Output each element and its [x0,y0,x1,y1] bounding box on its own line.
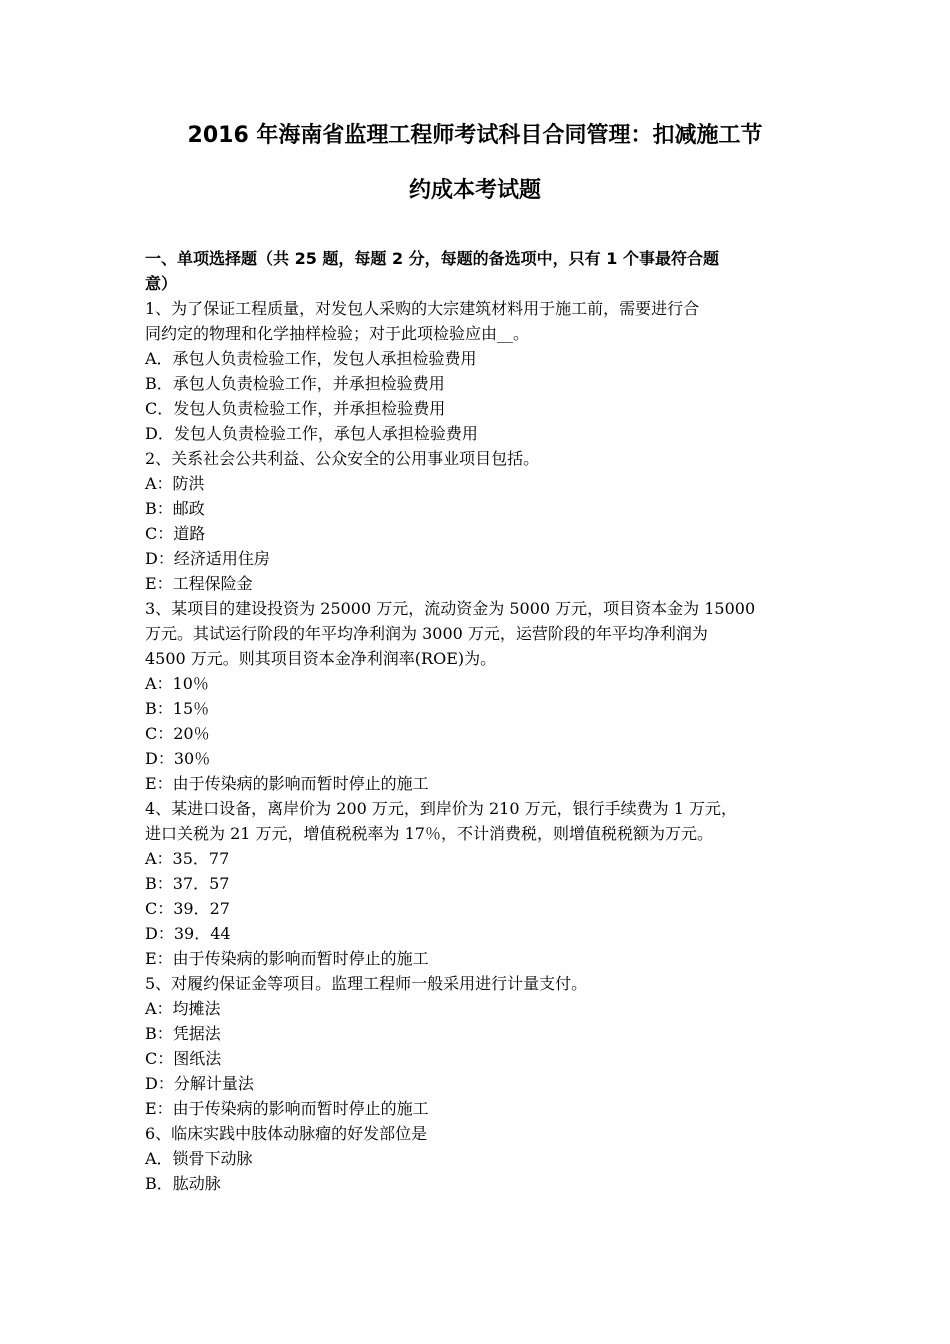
text-line: A．锁骨下动脉 [145,1149,253,1168]
text-line: A：10％ [145,674,209,693]
document-body [145,246,815,1196]
text-line: 2、关系社会公共利益、公众安全的公用事业项目包括。 [145,449,540,468]
text-line: B：37．57 [145,874,230,893]
text-line: 同约定的物理和化学抽样检验；对于此项检验应由__。 [145,324,530,343]
text-line: A：防洪 [145,474,205,493]
text-line: 5、对履约保证金等项目。监理工程师一般采用进行计量支付。 [145,974,588,993]
question-lines [145,296,815,1196]
text-line: C：39．27 [145,899,230,918]
text-line: C．发包人负责检验工作，并承担检验费用 [145,399,446,418]
text-line: C：道路 [145,524,206,543]
document-title-line-1: 2016 年海南省监理工程师考试科目合同管理：扣减施工节 [187,123,763,148]
text-line: 3、某项目的建设投资为 25000 万元，流动资金为 5000 万元，项目资本金为 15000 [145,599,756,618]
text-line: D：经济适用住房 [145,549,270,568]
text-line: B．肱动脉 [145,1174,221,1193]
text-line: 万元。其试运行阶段的年平均净利润为 3000 万元，运营阶段的年平均净利润为 [145,624,708,643]
text-line: 4、某进口设备，离岸价为 200 万元，到岸价为 210 万元，银行手续费为 1 万元， [145,799,737,818]
text-line: A：35．77 [145,849,230,868]
text-line: C：图纸法 [145,1049,222,1068]
text-line: D：30％ [145,749,211,768]
document-title-line-2: 约成本考试题 [408,178,541,203]
text-line: B：邮政 [145,499,205,518]
text-line: C：20％ [145,724,210,743]
text-line: E：由于传染病的影响而暂时停止的施工 [145,1099,429,1118]
section-heading-line-2: 意） [145,274,178,293]
text-line: B：凭据法 [145,1024,221,1043]
text-line: D．发包人负责检验工作，承包人承担检验费用 [145,424,478,443]
text-line: E：工程保险金 [145,574,253,593]
text-line: E：由于传染病的影响而暂时停止的施工 [145,949,429,968]
text-line: 进口关税为 21 万元，增值税税率为 17％，不计消费税，则增值税税额为万元。 [145,824,713,843]
section-heading-line-1: 一、单项选择题（共 25 题，每题 2 分，每题的备选项中，只有 1 个事最符合题 [145,249,719,268]
text-line: A．承包人负责检验工作，发包人承担检验费用 [145,349,477,368]
text-line: 6、临床实践中肢体动脉瘤的好发部位是 [145,1124,428,1143]
text-line: D：39．44 [145,924,231,943]
text-line: D：分解计量法 [145,1074,254,1093]
text-line: B．承包人负责检验工作，并承担检验费用 [145,374,445,393]
text-line: B：15％ [145,699,210,718]
text-line: 4500 万元。则其项目资本金净利润率(ROE)为。 [145,649,497,668]
text-line: A：均摊法 [145,999,221,1018]
text-line: 1、为了保证工程质量，对发包人采购的大宗建筑材料用于施工前，需要进行合 [145,299,700,318]
text-line: E：由于传染病的影响而暂时停止的施工 [145,774,429,793]
